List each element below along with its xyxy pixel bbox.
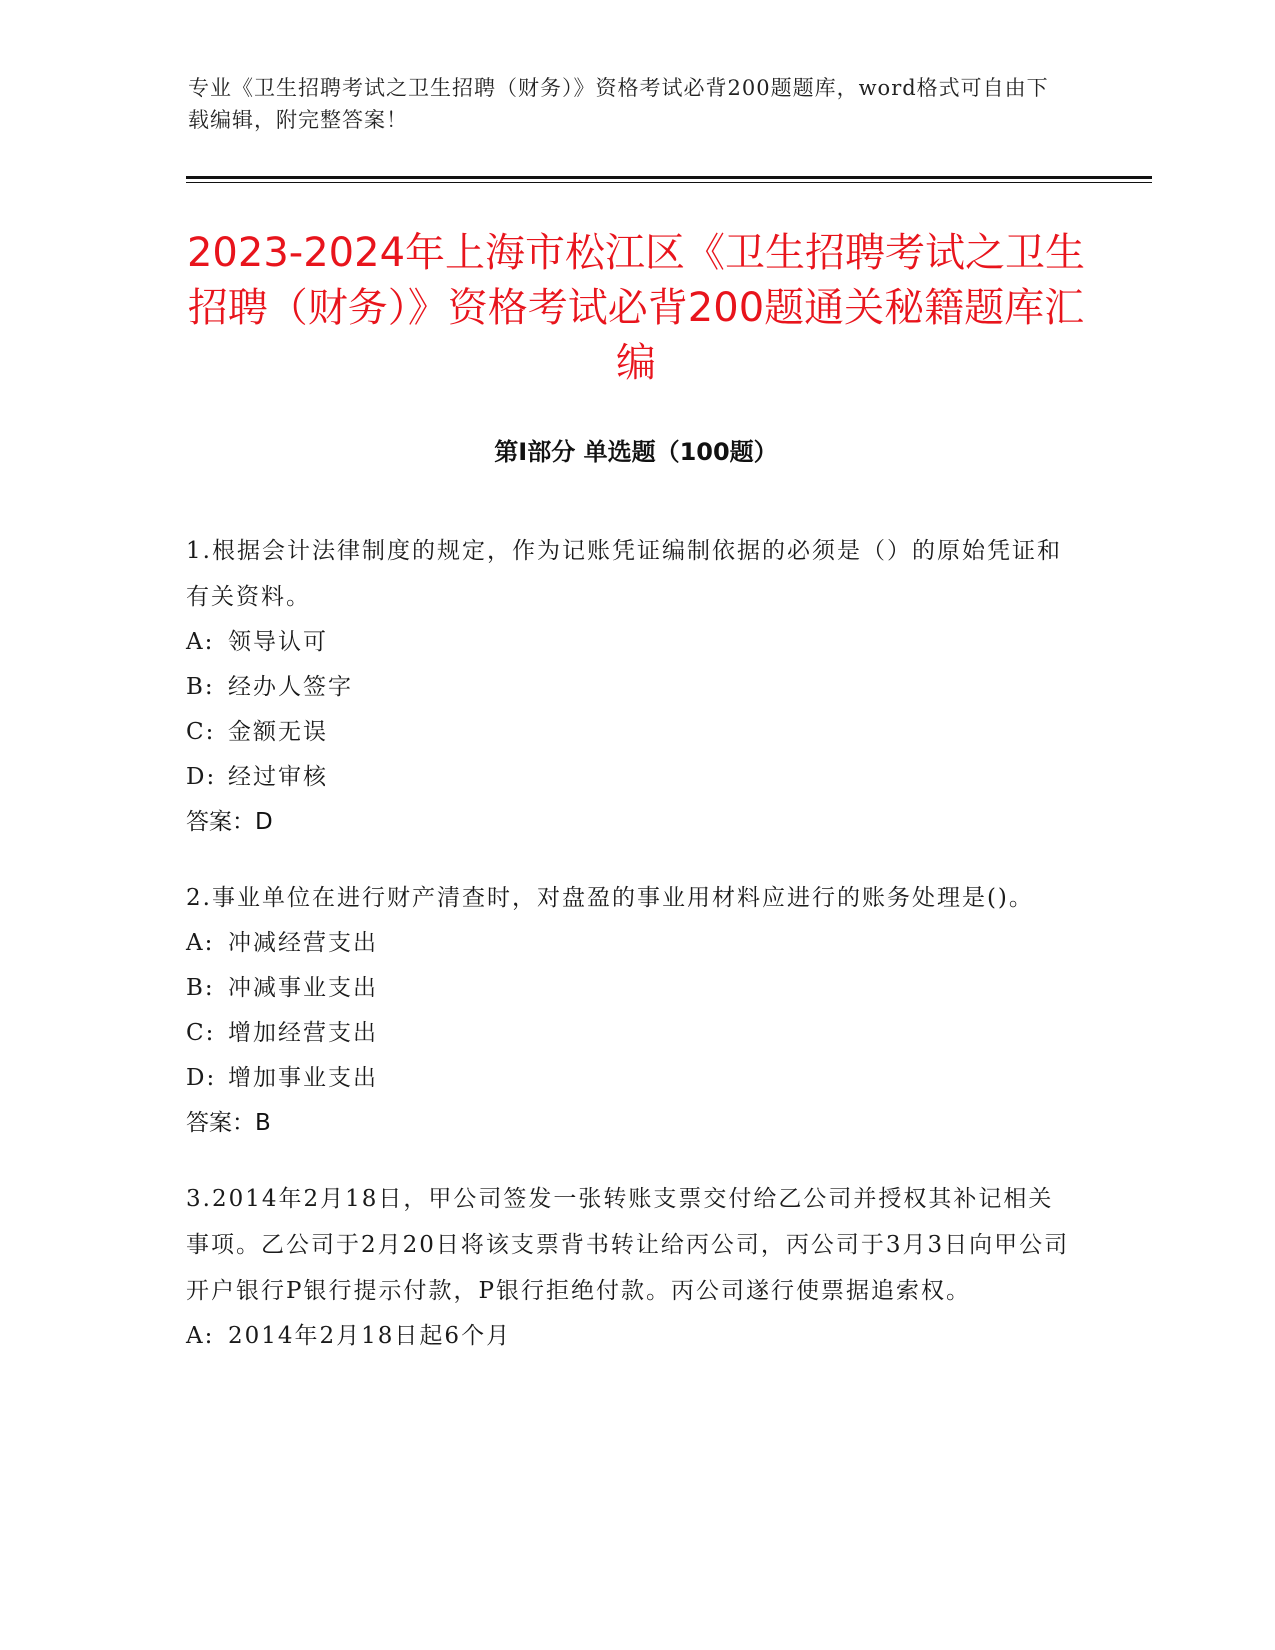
option-text: 领导认可 (228, 629, 328, 655)
question-3 (186, 1176, 1076, 1359)
option-a (186, 620, 1076, 665)
question-list (186, 528, 1076, 1389)
option-text: 2014年2月18日起6个月 (228, 1323, 512, 1349)
option-text: 经过审核 (228, 764, 328, 790)
option-text: 增加事业支出 (228, 1065, 378, 1091)
option-b (186, 966, 1076, 1011)
option-a (186, 1314, 1076, 1359)
option-key: A: (186, 930, 215, 956)
document-title: 2023-2024年上海市松江区《卫生招聘考试之卫生招聘（财务）》资格考试必背200题通关秘籍题库汇编 (186, 230, 1086, 386)
option-d (186, 755, 1076, 800)
option-key: B: (186, 975, 215, 1001)
question-stem: 2.事业单位在进行财产清查时，对盘盈的事业用材料应进行的账务处理是()。 (186, 885, 1034, 911)
option-key: D: (186, 1065, 217, 1091)
header-note: 专业《卫生招聘考试之卫生招聘（财务）》资格考试必背200题题库，word格式可自由下载编辑，附完整答案！ (188, 76, 1049, 132)
option-text: 冲减经营支出 (228, 930, 378, 956)
option-a (186, 921, 1076, 966)
question-stem: 1.根据会计法律制度的规定，作为记账凭证编制依据的必须是（）的原始凭证和有关资料。 (186, 538, 1062, 610)
question-1 (186, 528, 1076, 845)
option-c (186, 1011, 1076, 1056)
option-d (186, 1056, 1076, 1101)
section-title: 第I部分 单选题（100题） (494, 438, 778, 466)
option-b (186, 665, 1076, 710)
option-key: C: (186, 1020, 216, 1046)
question-stem: 3.2014年2月18日，甲公司签发一张转账支票交付给乙公司并授权其补记相关事项。乙公司于2月20日将该支票背书转让给丙公司，丙公司于3月3日向甲公司开户银行P银行提示付款，P银行拒绝付款。丙公司遂行使票据追索权。 (186, 1186, 1070, 1304)
option-text: 增加经营支出 (228, 1020, 378, 1046)
answer: 答案：B (186, 1110, 271, 1136)
option-key: D: (186, 764, 217, 790)
answer: 答案：D (186, 809, 273, 835)
header-divider-thin (186, 182, 1152, 183)
option-text: 冲减事业支出 (228, 975, 378, 1001)
option-key: A: (186, 1323, 215, 1349)
question-2 (186, 875, 1076, 1146)
option-text: 经办人签字 (228, 674, 353, 700)
option-key: B: (186, 674, 215, 700)
header-divider-thick (186, 176, 1152, 179)
option-key: A: (186, 629, 215, 655)
option-text: 金额无误 (228, 719, 328, 745)
option-key: C: (186, 719, 216, 745)
option-c (186, 710, 1076, 755)
